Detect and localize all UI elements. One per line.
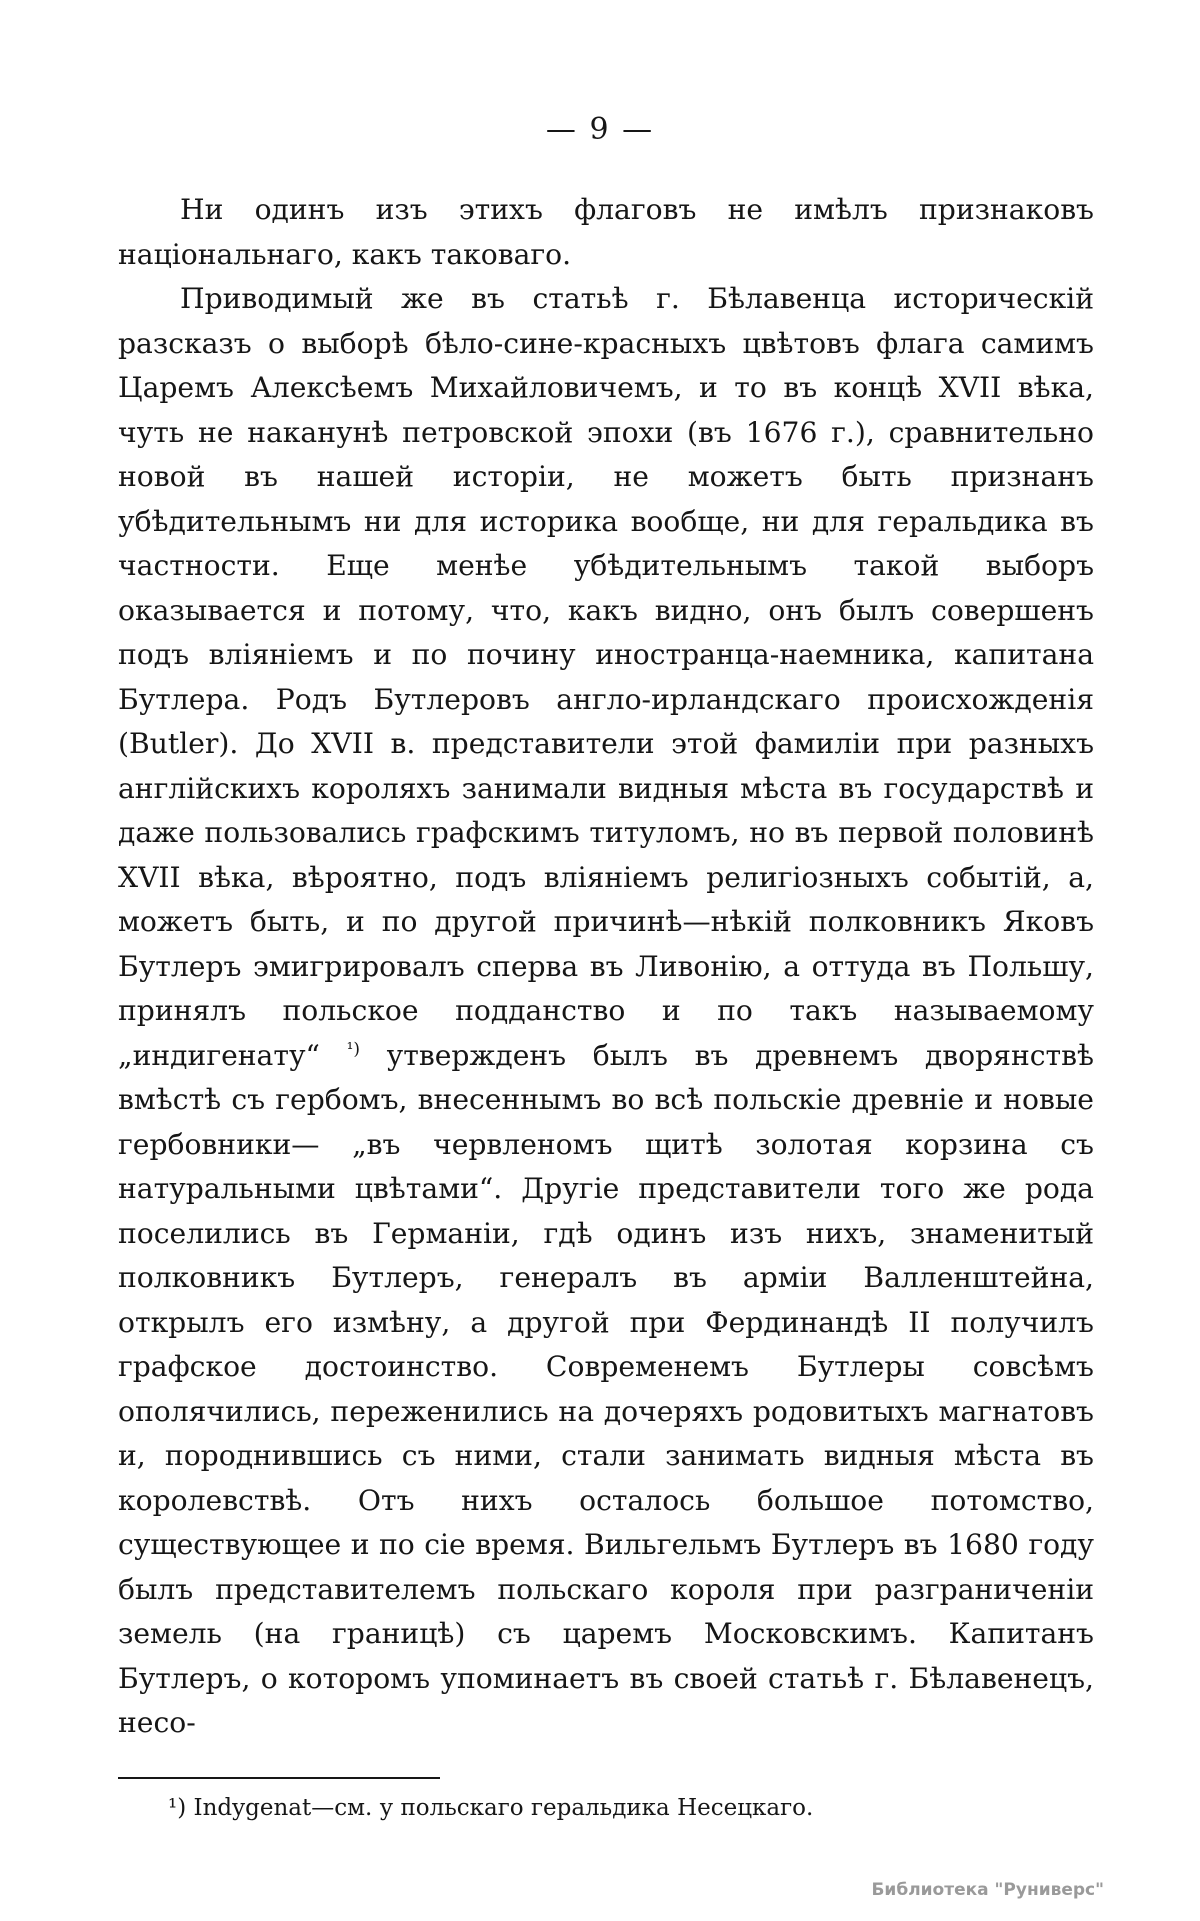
footnote [168, 1792, 1094, 1824]
footnote-text: Indygenat—см. у польскаго геральдика Несецкаго. [193, 1795, 814, 1821]
page-number: — 9 — [545, 112, 655, 147]
paragraph-1: Ни одинъ изъ этихъ флаговъ не имѣлъ признаковъ національнаго, какъ таковаго. [118, 193, 1094, 271]
footnote-reference: ¹) [346, 1039, 361, 1060]
library-watermark: Библиотека "Руниверс" [871, 1880, 1104, 1900]
footnote-divider [118, 1777, 440, 1779]
paragraph-2-text: Приводимый же въ статьѣ г. Бѣлавенца историческій разсказъ о выборѣ бѣло-сине-красныхъ цвѣтовъ флага самимъ Царемъ Алексѣемъ Михайловичемъ, и то въ концѣ XVII вѣка, чуть не наканунѣ петровской эпохи (въ 1676 г.), сравнительно новой въ нашей исторіи, не можетъ быть признанъ убѣдительнымъ ни для историка вообще, ни для геральдика въ частности. Еще менѣе убѣдительнымъ такой выборъ оказывается и потому, что, какъ видно, онъ былъ совершенъ подъ вліяніемъ и по почину иностранца-наемника, капитана Бутлера. Родъ Бутлеровъ англо-ирландскаго происхожденія (Butler). До XVII в. представители этой фамиліи при разныхъ англійскихъ короляхъ занимали видныя мѣста въ государствѣ и даже пользовались графскимъ титуломъ, но въ первой половинѣ XVII вѣка, вѣроятно, подъ вліяніемъ религіозныхъ событій, а, можетъ быть, и по другой причинѣ—нѣкій полковникъ Яковъ Бутлеръ эмигрировалъ сперва въ Ливонію, а оттуда въ Польшу, принялъ польское подданство и по такъ называемому „индигенату“ [118, 282, 1094, 1072]
body-text [118, 188, 1094, 1746]
paragraph-2 [118, 277, 1094, 1746]
footnote-mark: ¹) [168, 1795, 187, 1821]
paragraph-2-tail: утвержденъ былъ въ древнемъ дворянствѣ вмѣстѣ съ гербомъ, внесеннымъ во всѣ польскіе древніе и новые гербовники— „въ червленомъ щитѣ золотая корзина съ натуральными цвѣтами“. Другіе представители того же рода поселились въ Германіи, гдѣ одинъ изъ нихъ, знаменитый полковникъ Бутлеръ, генералъ въ арміи Валленштейна, открылъ его измѣну, а другой при Фердинандѣ II получилъ графское достоинство. Современемъ Бутлеры совсѣмъ ополячились, переженились на дочеряхъ родовитыхъ магнатовъ и, породнившись съ ними, стали занимать видныя мѣста въ королевствѣ. Отъ нихъ осталось большое потомство, существующее и по сіе время. Вильгельмъ Бутлеръ въ 1680 году былъ представителемъ польскаго короля при разграниченіи земель (на границѣ) съ царемъ Московскимъ. Капитанъ Бутлеръ, о которомъ упоминаетъ въ своей статьѣ г. Бѣлавенецъ, несо- [118, 1038, 1094, 1739]
